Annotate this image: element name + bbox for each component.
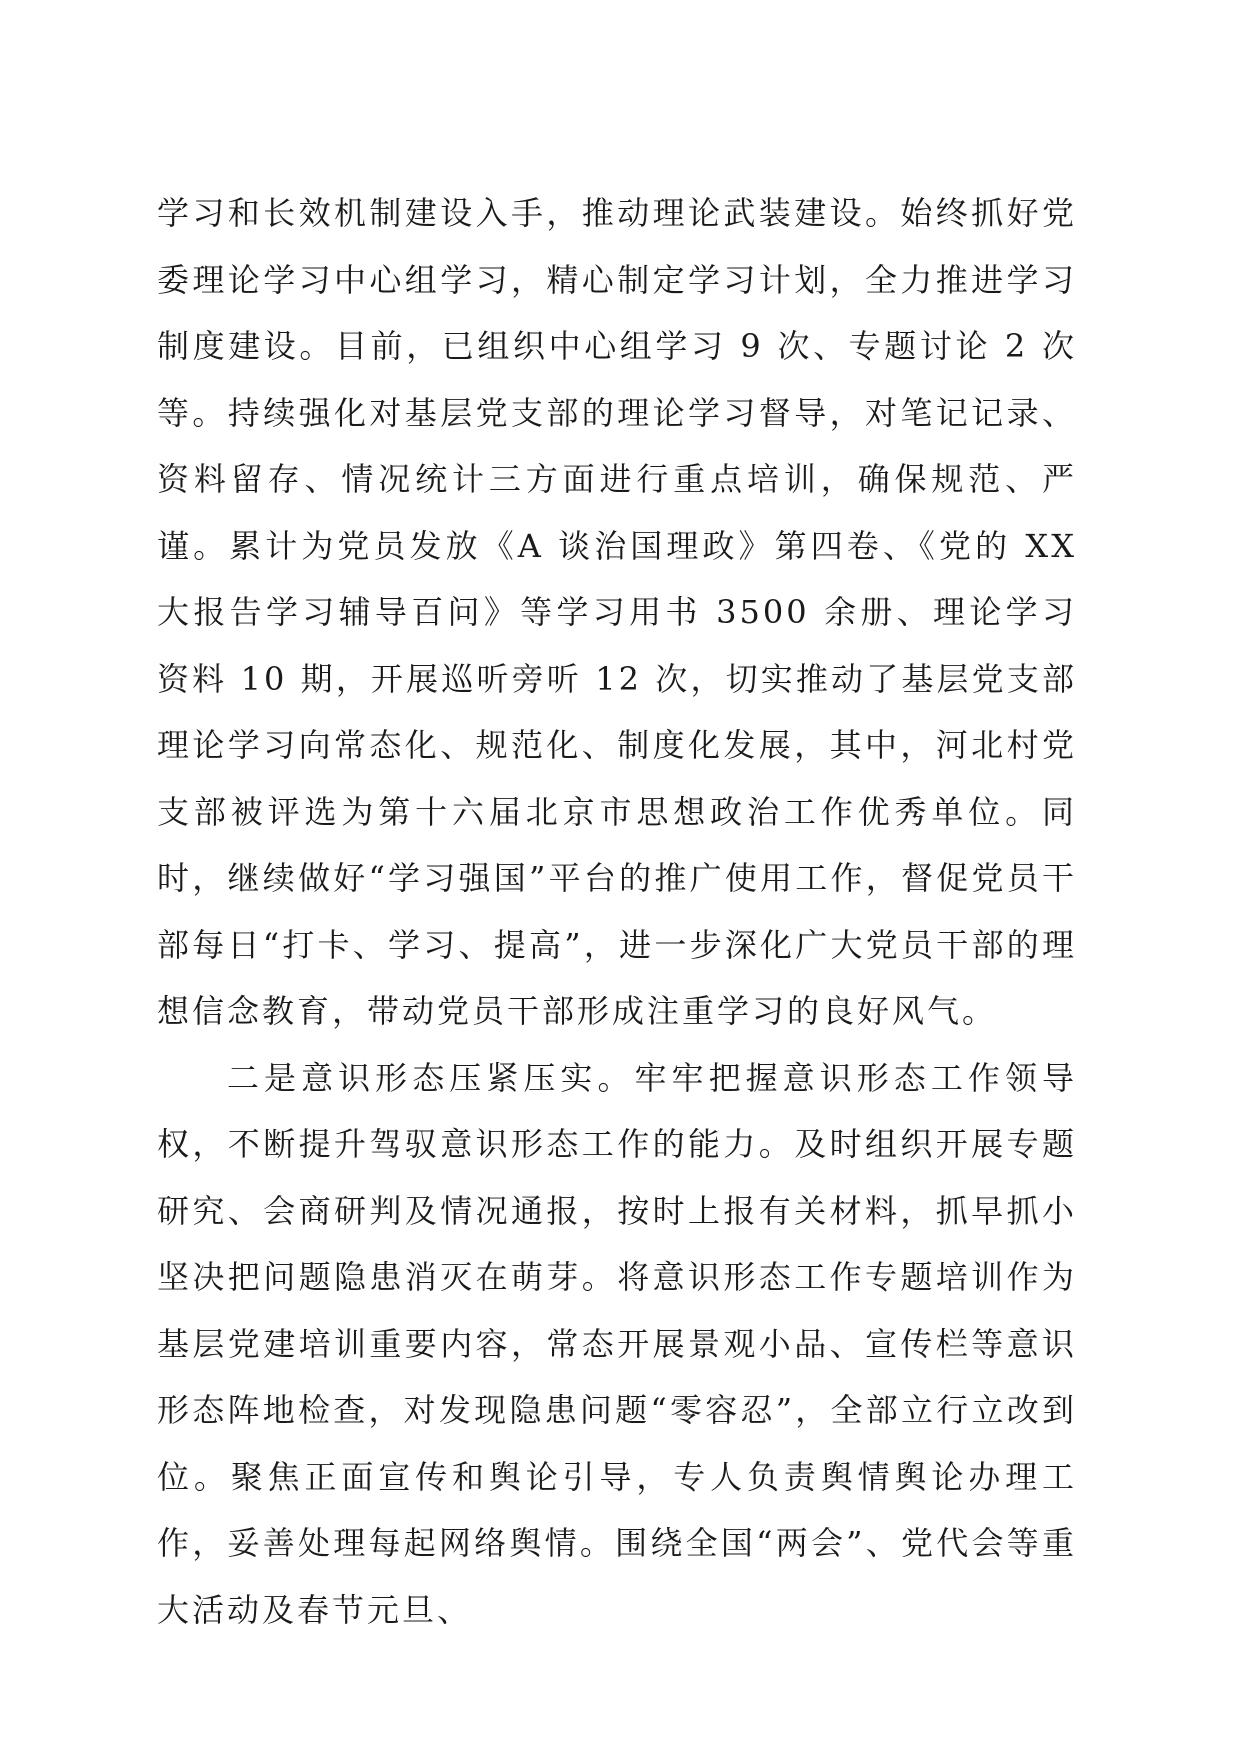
document-body xyxy=(157,180,1077,1643)
paragraph-continued: 学习和长效机制建设入手，推动理论武装建设。始终抓好党委理论学习中心组学习，精心制定学习计划，全力推进学习制度建设。目前，已组织中心组学习 9 次、专题讨论 2 次等。持续强化对基层党支部的理论学习督导，对笔记记录、资料留存、情况统计三方面进行重点培训，确保规范、严谨。累计为党员发放《A 谈治国理政》第四卷、《党的 XX 大报告学习辅导百问》等学习用书 3500 余册、理论学习资料 10 期，开展巡听旁听 12 次，切实推动了基层党支部理论学习向常态化、规范化、制度化发展，其中，河北村党支部被评选为第十六届北京市思想政治工作优秀单位。同时，继续做好“学习强国”平台的推广使用工作，督促党员干部每日“打卡、学习、提高”，进一步深化广大党员干部的理想信念教育，带动党员干部形成注重学习的良好风气。 xyxy=(157,194,1077,1030)
paragraph-ideology: 二是意识形态压紧压实。牢牢把握意识形态工作领导权，不断提升驾驭意识形态工作的能力。及时组织开展专题研究、会商研判及情况通报，按时上报有关材料，抓早抓小坚决把问题隐患消灭在萌芽。将意识形态工作专题培训作为基层党建培训重要内容，常态开展景观小品、宣传栏等意识形态阵地检查，对发现隐患问题“零容忍”，全部立行立改到位。聚焦正面宣传和舆论引导，专人负责舆情舆论办理工作，妥善处理每起网络舆情。围绕全国“两会”、党代会等重大活动及春节元旦、 xyxy=(157,1058,1077,1629)
